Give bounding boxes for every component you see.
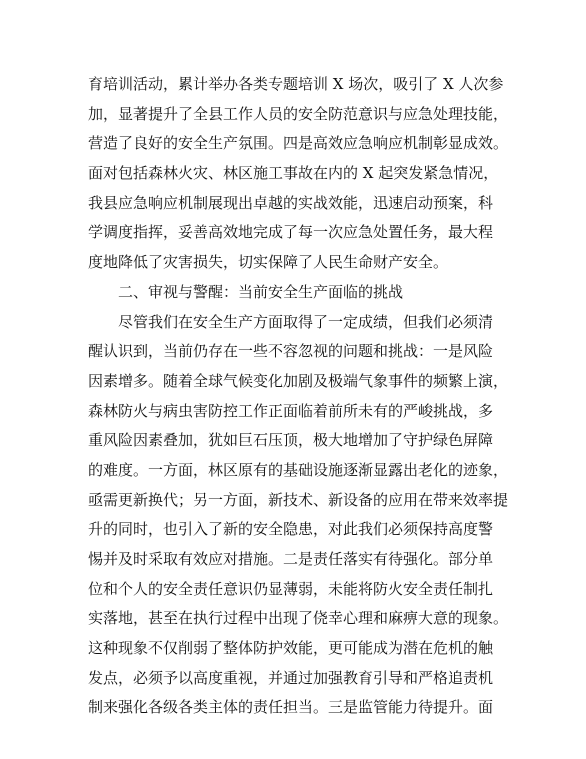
- text-line: 我县应急响应机制展现出卓越的实战效能，迅速启动预案，科: [88, 193, 494, 212]
- paragraph-achievements: [88, 70, 509, 278]
- text-line: 森林防火与病虫害防控工作正面临着前所未有的严峻挑战，多: [88, 401, 494, 420]
- text-line: 升的同时，也引入了新的安全隐患，对此我们必须保持高度警: [88, 520, 494, 539]
- section-heading: 二、审视与警醒：当前安全生产面临的挑战: [118, 282, 404, 301]
- text-line: 因素增多。随着全球气候变化加剧及极端气象事件的频繁上演，: [88, 371, 509, 390]
- text-line: 学调度指挥，妥善高效地完成了每一次应急处置任务，最大程: [88, 223, 494, 242]
- text-line: 发点，必须予以高度重视，并通过加强教育引导和严格追责机: [88, 668, 494, 687]
- text-line: 位和个人的安全责任意识仍显薄弱，未能将防火安全责任制扎: [88, 579, 494, 598]
- document-body: [88, 70, 509, 723]
- text-line: 亟需更新换代；另一方面，新技术、新设备的应用在带来效率提: [88, 490, 509, 509]
- paragraph-challenges: [88, 308, 509, 724]
- text-line: 面对包括森林火灾、林区施工事故在内的 X 起突发紧急情况，: [88, 164, 499, 183]
- text-line: 实落地，甚至在执行过程中出现了侥幸心理和麻痹大意的现象。: [88, 609, 509, 628]
- text-line: 重风险因素叠加，犹如巨石压顶，极大地增加了守护绿色屏障: [88, 431, 494, 450]
- text-line: 制来强化各级各类主体的责任担当。三是监管能力待提升。面: [88, 698, 494, 717]
- text-line: 加，显著提升了全县工作人员的安全防范意识与应急处理技能，: [88, 104, 509, 123]
- text-line: 度地降低了灾害损失，切实保障了人民生命财产安全。: [88, 253, 449, 272]
- text-line: 这种现象不仅削弱了整体防护效能，更可能成为潜在危机的触: [88, 639, 494, 658]
- text-line: 尽管我们在安全生产方面取得了一定成绩，但我们必须清: [118, 312, 494, 331]
- text-line: 的难度。一方面，林区原有的基础设施逐渐显露出老化的迹象，: [88, 460, 509, 479]
- text-line: 醒认识到，当前仍存在一些不容忽视的问题和挑战：一是风险: [88, 342, 494, 361]
- text-line: 营造了良好的安全生产氛围。四是高效应急响应机制彰显成效。: [88, 134, 509, 153]
- text-line: 育培训活动，累计举办各类专题培训 X 场次，吸引了 X 人次参: [88, 75, 504, 93]
- text-line: 惕并及时采取有效应对措施。二是责任落实有待强化。部分单: [88, 550, 494, 568]
